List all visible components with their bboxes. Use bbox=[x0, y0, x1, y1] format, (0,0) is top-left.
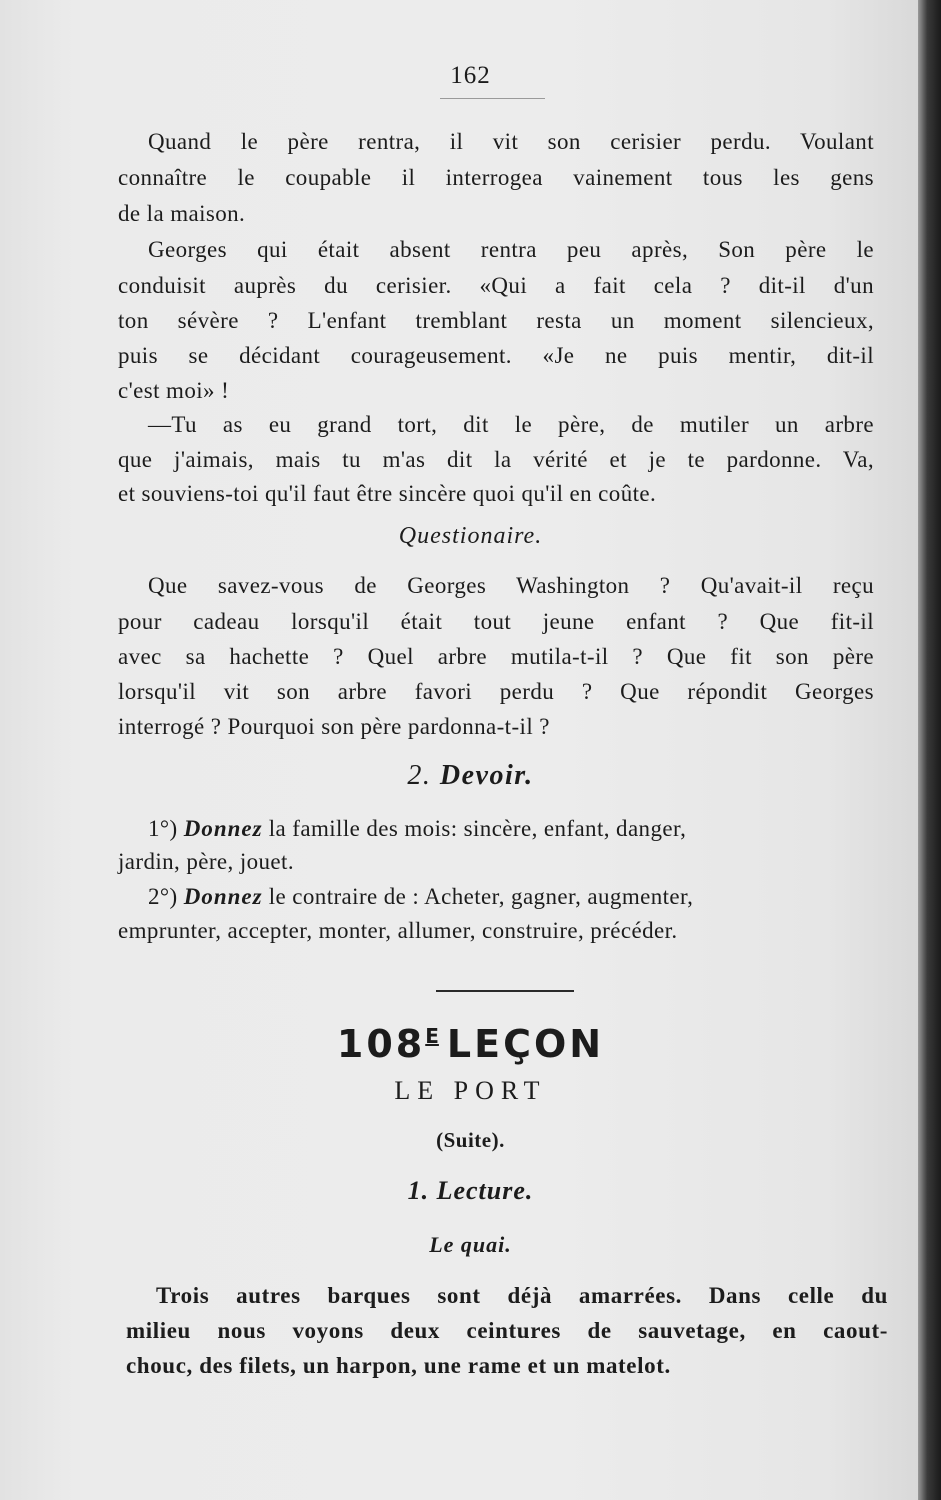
exercise-2-text: le contraire de : Acheter, gagner, augmenter, bbox=[268, 884, 694, 909]
devoir-number: 2. bbox=[407, 760, 432, 791]
story-line: ton sévère ? L'enfant tremblant resta un moment silencieux, bbox=[118, 308, 874, 333]
story-line: que j'aimais, mais tu m'as dit la vérité et je te pardonne. Va, bbox=[118, 447, 874, 472]
story-line: de la maison. bbox=[118, 201, 246, 226]
quai-line: milieu nous voyons deux ceintures de sauvetage, en caout- bbox=[126, 1318, 888, 1343]
story-line: —Tu as eu grand tort, dit le père, de mutiler un arbre bbox=[148, 412, 874, 437]
question-line: interrogé ? Pourquoi son père pardonna-t-il ? bbox=[118, 714, 550, 739]
quai-line: chouc, des filets, un harpon, une rame et un matelot. bbox=[126, 1353, 671, 1378]
story-line: Quand le père rentra, il vit son cerisier perdu. Voulant bbox=[148, 129, 874, 154]
section-divider bbox=[436, 990, 574, 992]
exercise-1-number: 1°) bbox=[148, 816, 178, 841]
page-number: 162 bbox=[450, 62, 491, 89]
story-line: puis se décidant courageusement. «Je ne puis mentir, dit-il bbox=[118, 343, 874, 368]
quai-subtitle: Le quai. bbox=[429, 1232, 512, 1257]
lesson-word: LEÇON bbox=[446, 1022, 605, 1066]
exercise-2-number: 2°) bbox=[148, 884, 178, 909]
question-line: avec sa hachette ? Quel arbre mutila-t-il ? Que fit son père bbox=[118, 644, 874, 669]
exercise-2-verb: Donnez bbox=[183, 884, 263, 909]
questionaire-heading: Questionaire. bbox=[398, 523, 543, 549]
lecture-heading: 1. Lecture. bbox=[407, 1176, 534, 1205]
exercise-1-text: la famille des mois: sincère, enfant, danger, bbox=[268, 816, 687, 841]
exercise-1 bbox=[118, 812, 874, 846]
exercise-2-continuation: emprunter, accepter, monter, allumer, construire, précéder. bbox=[118, 918, 678, 943]
exercise-2 bbox=[118, 880, 874, 914]
quai-line: Trois autres barques sont déjà amarrées. Dans celle du bbox=[156, 1283, 888, 1308]
lesson-suite: (Suite). bbox=[436, 1128, 505, 1152]
exercise-1-verb: Donnez bbox=[183, 816, 263, 841]
story-line: Georges qui était absent rentra peu après, Son père le bbox=[148, 237, 874, 262]
question-line: lorsqu'il vit son arbre favori perdu ? Que répondit Georges bbox=[118, 679, 874, 704]
lesson-title: LE PORT bbox=[394, 1076, 547, 1105]
lesson-number: 108 bbox=[336, 1022, 426, 1066]
story-line: connaître le coupable il interrogea vainement tous les gens bbox=[118, 165, 874, 190]
devoir-title: Devoir. bbox=[439, 760, 534, 791]
story-line: conduisit auprès du cerisier. «Qui a fait cela ? dit-il d'un bbox=[118, 273, 874, 298]
question-line: Que savez-vous de Georges Washington ? Qu'avait-il reçu bbox=[148, 573, 874, 598]
lesson-ordinal: E bbox=[425, 1024, 439, 1048]
exercise-1-continuation: jardin, père, jouet. bbox=[118, 849, 294, 874]
devoir-heading bbox=[0, 760, 941, 792]
book-spine-shadow bbox=[918, 0, 941, 1500]
lesson-heading bbox=[0, 1022, 941, 1066]
page-number-rule bbox=[440, 98, 545, 99]
story-line: c'est moi» ! bbox=[118, 378, 230, 403]
story-line: et souviens-toi qu'il faut être sincère quoi qu'il en coûte. bbox=[118, 481, 657, 506]
question-line: pour cadeau lorsqu'il était tout jeune enfant ? Que fit-il bbox=[118, 609, 874, 634]
